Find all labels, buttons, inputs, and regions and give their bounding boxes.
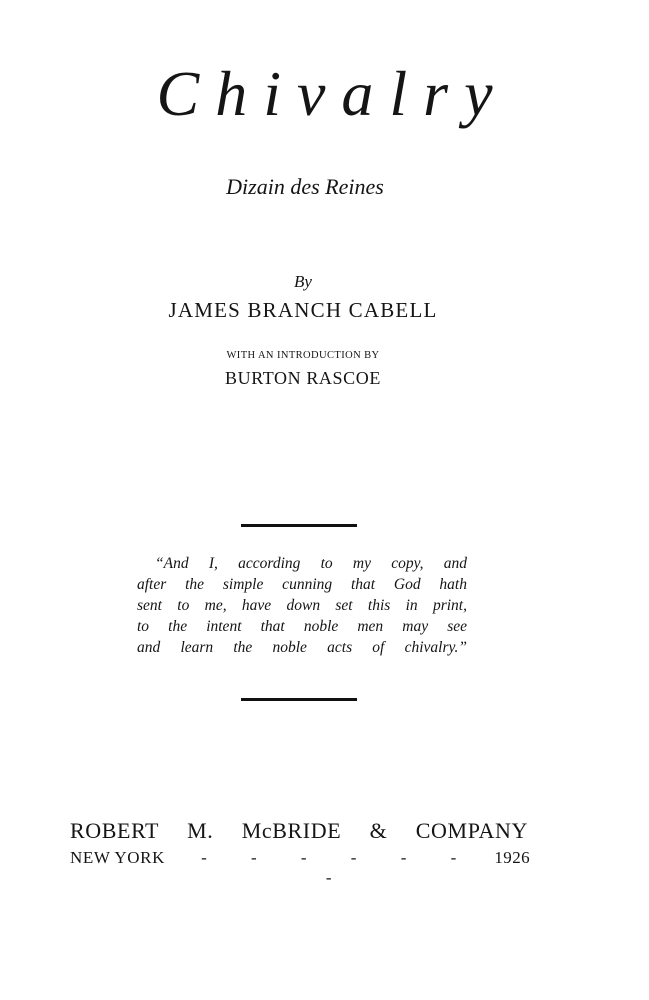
- introduction-label: WITH AN INTRODUCTION BY: [226, 350, 380, 361]
- book-title: Chivalry: [156, 58, 509, 129]
- top-rule-divider: [241, 524, 357, 527]
- publisher-city: NEW YORK: [70, 848, 165, 867]
- epigraph-line: sent to me, have down set this in print,: [137, 597, 467, 614]
- author-name: JAMES BRANCH CABELL: [168, 298, 438, 322]
- byline-by: By: [294, 272, 312, 291]
- epigraph-line: and learn the noble acts of chivalry.”: [137, 639, 467, 656]
- introduction-author: BURTON RASCOE: [225, 368, 381, 388]
- publication-year: 1926: [494, 848, 530, 867]
- epigraph-line: to the intent that noble men may see: [137, 618, 467, 635]
- publisher-imprint: [70, 848, 530, 888]
- bottom-rule-divider: [241, 698, 357, 701]
- epigraph-line: “And I, according to my copy, and: [155, 555, 467, 572]
- epigraph: [137, 553, 467, 658]
- epigraph-line: after the simple cunning that God hath: [137, 576, 467, 593]
- publisher-name: ROBERT M. McBRIDE & COMPANY: [70, 818, 528, 843]
- book-subtitle: Dizain des Reines: [226, 174, 384, 199]
- imprint-dashes: - - - - - - -: [201, 848, 477, 887]
